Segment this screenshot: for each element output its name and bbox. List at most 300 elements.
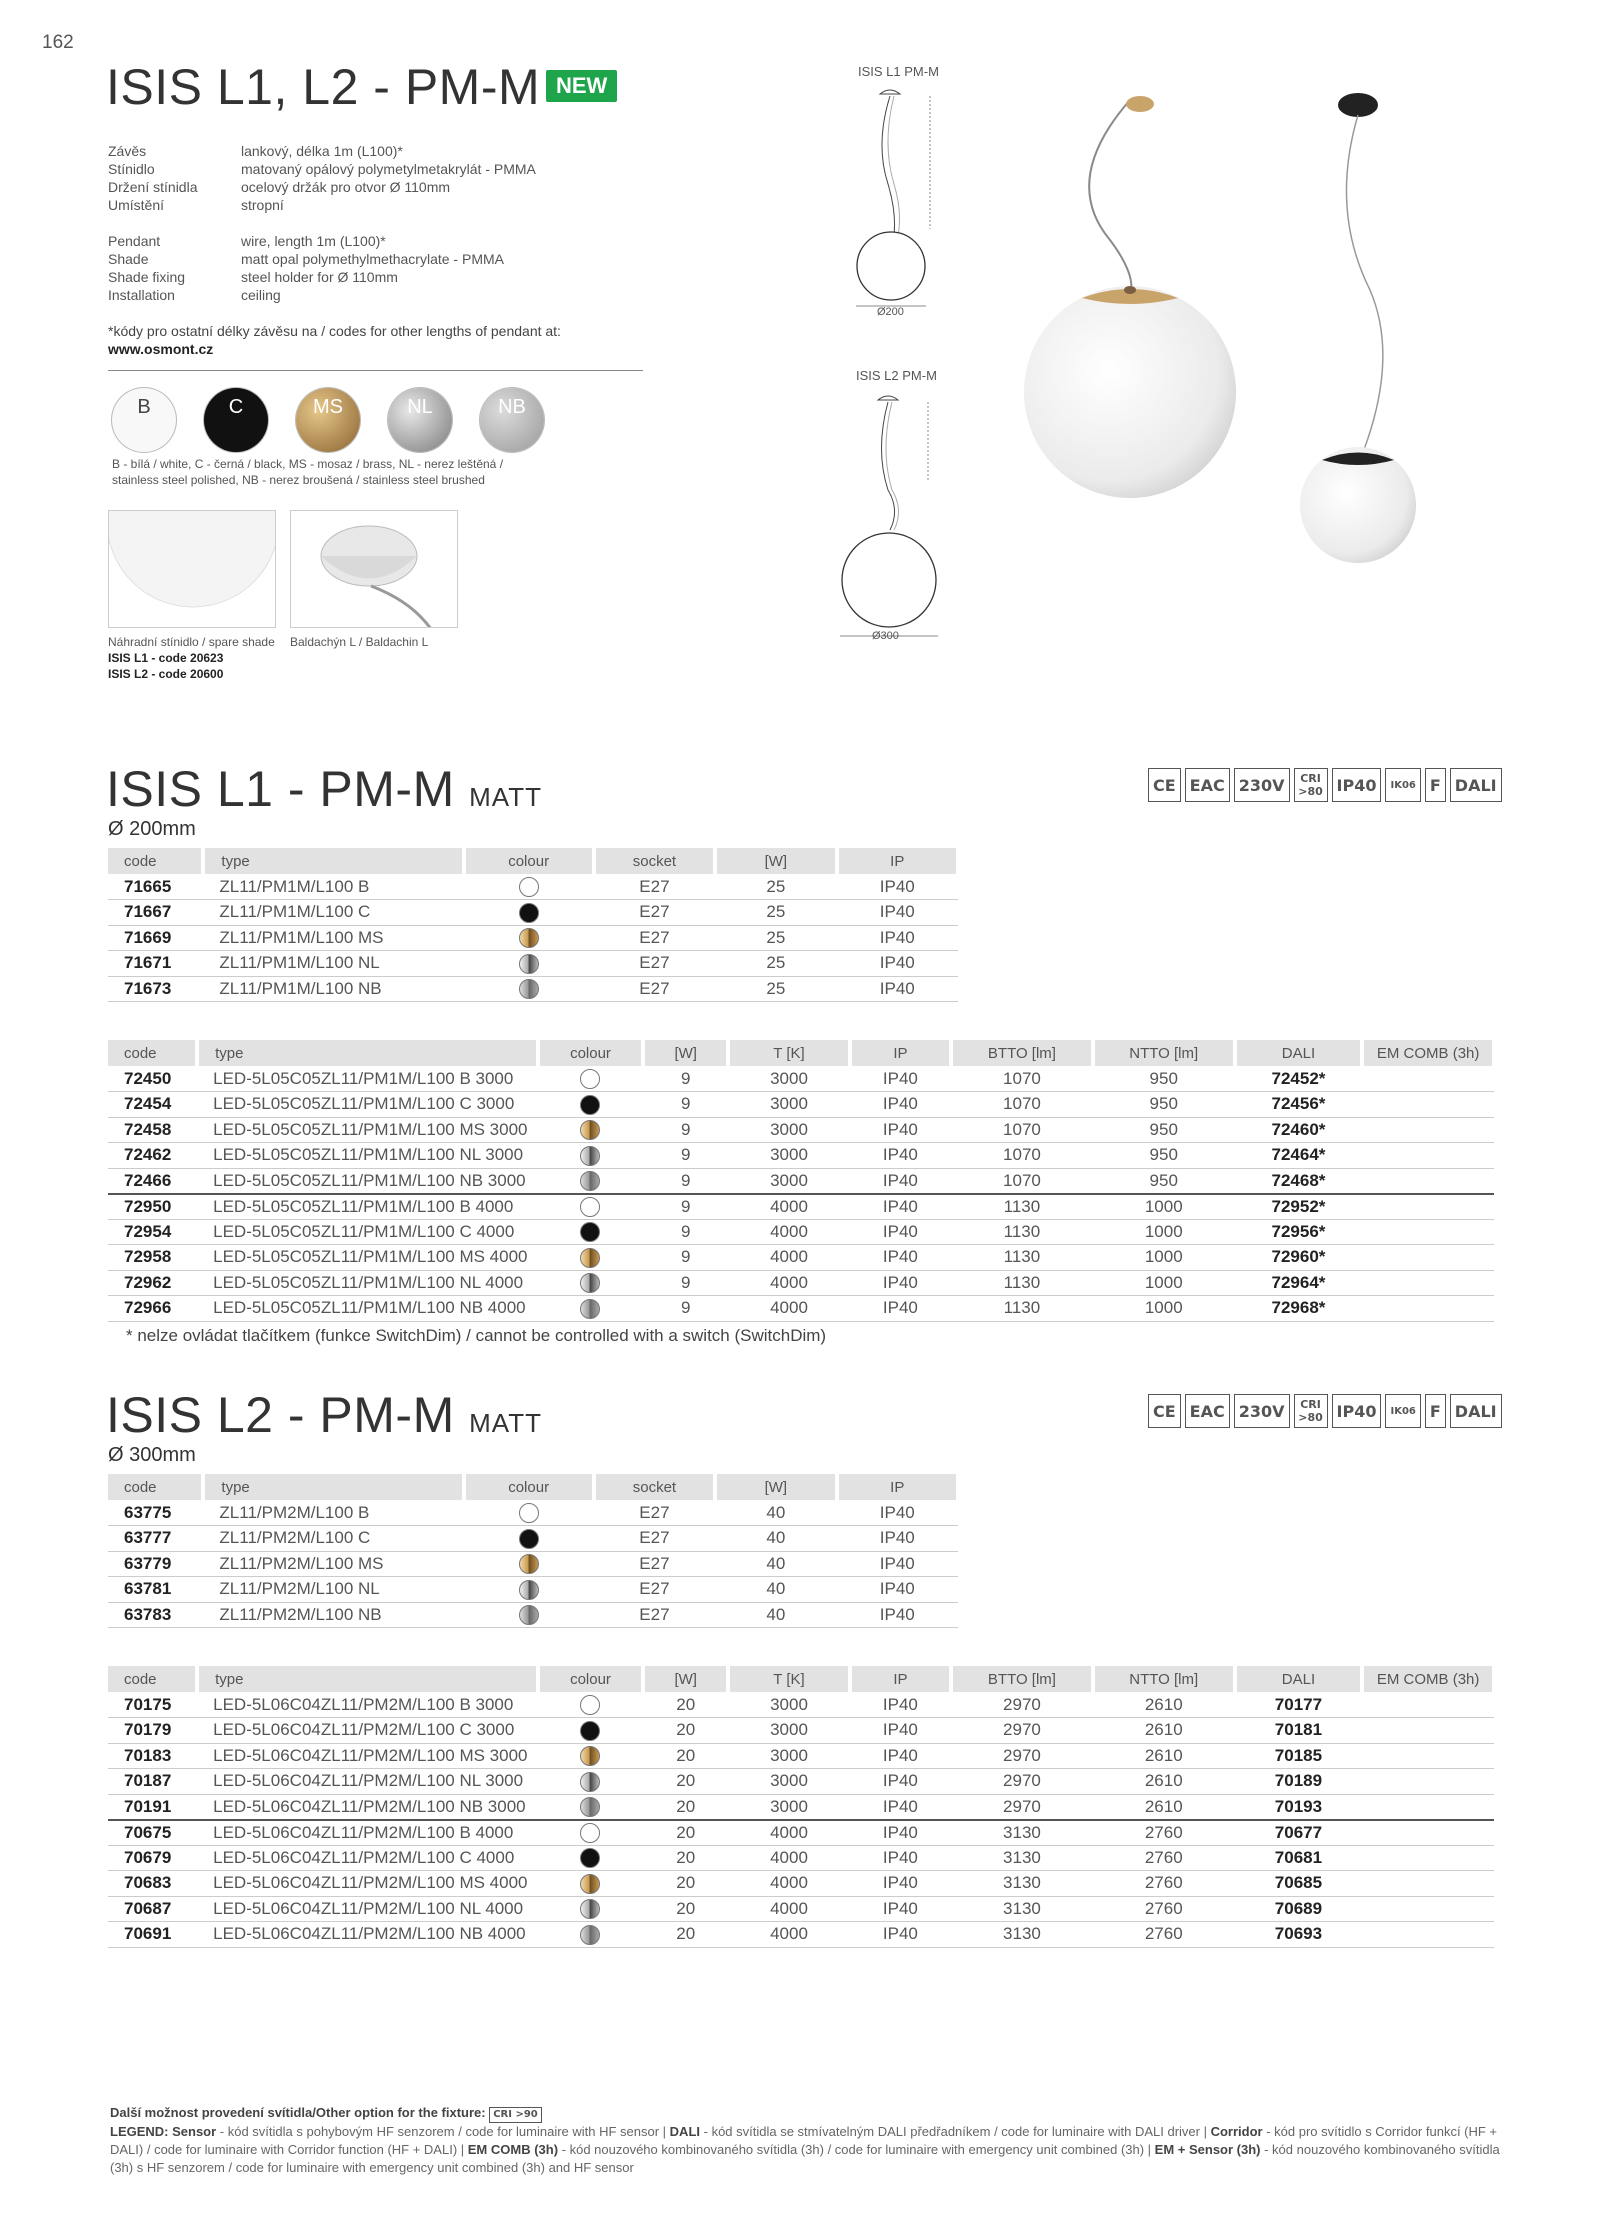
colour-cell xyxy=(538,1845,643,1871)
watt-cell: 20 xyxy=(643,1794,728,1820)
type-cell: LED-5L05C05ZL11/PM1M/L100 NB 3000 xyxy=(197,1168,538,1194)
spec-value: lankový, délka 1m (L100)* xyxy=(241,143,403,159)
temp-cell: 3000 xyxy=(728,1143,850,1169)
cert-ip40-icon: IP40 xyxy=(1332,1394,1382,1428)
code-cell: 63777 xyxy=(108,1526,203,1552)
ntto-cell: 2610 xyxy=(1093,1718,1235,1744)
cert-f-icon: F xyxy=(1425,768,1446,802)
temp-cell: 4000 xyxy=(728,1219,850,1245)
ntto-cell: 1000 xyxy=(1093,1219,1235,1245)
watt-cell: 20 xyxy=(643,1743,728,1769)
em-comb-cell xyxy=(1362,1270,1494,1296)
table-row xyxy=(108,1500,958,1526)
watt-cell: 20 xyxy=(643,1692,728,1718)
table-row xyxy=(108,1896,1494,1922)
colour-cell xyxy=(538,1871,643,1897)
code-cell: 72462 xyxy=(108,1143,197,1169)
column-header: code xyxy=(108,1666,197,1692)
ip-cell: IP40 xyxy=(850,1743,951,1769)
type-cell: LED-5L06C04ZL11/PM2M/L100 B 4000 xyxy=(197,1820,538,1846)
ip-cell: IP40 xyxy=(837,1577,958,1603)
cert-230v-icon: 230V xyxy=(1234,1394,1290,1428)
colour-cell xyxy=(538,1718,643,1744)
ntto-cell: 950 xyxy=(1093,1168,1235,1194)
legend-desc: - kód svítidla se stmívatelným DALI předřadníkem / code for luminaire with DALI driver | xyxy=(700,2123,1211,2139)
legend-text xyxy=(110,2123,1500,2177)
ntto-cell: 2760 xyxy=(1093,1922,1235,1948)
colour-cell xyxy=(538,1692,643,1718)
watt-cell: 20 xyxy=(643,1769,728,1795)
column-header: type xyxy=(197,1040,538,1066)
table-row xyxy=(108,951,958,977)
type-cell: LED-5L05C05ZL11/PM1M/L100 MS 3000 xyxy=(197,1117,538,1143)
em-comb-cell xyxy=(1362,1143,1494,1169)
em-comb-cell xyxy=(1362,1871,1494,1897)
socket-cell: E27 xyxy=(594,1577,715,1603)
column-header: type xyxy=(197,1666,538,1692)
spec-row xyxy=(108,286,504,304)
code-cell: 70191 xyxy=(108,1794,197,1820)
colour-dot-ms-icon xyxy=(580,1120,600,1140)
table-row xyxy=(108,1168,1494,1194)
column-header: [W] xyxy=(643,1040,728,1066)
specs-en xyxy=(108,232,504,304)
btto-cell: 1130 xyxy=(951,1194,1093,1220)
temp-cell: 3000 xyxy=(728,1718,850,1744)
spare-shade-image xyxy=(108,510,276,628)
type-cell: ZL11/PM2M/L100 NB xyxy=(203,1602,463,1628)
dali-cell: 72968* xyxy=(1235,1296,1363,1322)
type-cell: LED-5L05C05ZL11/PM1M/L100 NL 3000 xyxy=(197,1143,538,1169)
ip-cell: IP40 xyxy=(850,1296,951,1322)
colour-dot-nb-icon xyxy=(580,1797,600,1817)
temp-cell: 3000 xyxy=(728,1743,850,1769)
em-comb-cell xyxy=(1362,1194,1494,1220)
swatch-nb: NB xyxy=(480,388,544,452)
colour-cell xyxy=(538,1143,643,1169)
temp-cell: 3000 xyxy=(728,1769,850,1795)
code-cell: 70187 xyxy=(108,1769,197,1795)
colour-cell xyxy=(538,1245,643,1271)
swatch-b: B xyxy=(112,388,176,452)
spec-row xyxy=(108,178,536,196)
ip-cell: IP40 xyxy=(850,1718,951,1744)
cert-ce-icon: CE xyxy=(1148,1394,1181,1428)
watt-cell: 9 xyxy=(643,1194,728,1220)
ntto-cell: 2610 xyxy=(1093,1743,1235,1769)
ntto-cell: 1000 xyxy=(1093,1296,1235,1322)
table-row xyxy=(108,1692,1494,1718)
btto-cell: 1070 xyxy=(951,1117,1093,1143)
column-header: EM COMB (3h) xyxy=(1362,1666,1494,1692)
table-row xyxy=(108,1845,1494,1871)
temp-cell: 3000 xyxy=(728,1168,850,1194)
colour-cell xyxy=(538,1117,643,1143)
l1-section-title xyxy=(106,760,542,818)
dali-cell: 70685 xyxy=(1235,1871,1363,1897)
drawing-l2-dim: Ø300 xyxy=(872,630,899,642)
colour-dot-c-icon xyxy=(580,1095,600,1115)
table-row xyxy=(108,1219,1494,1245)
l1-certifications xyxy=(1148,768,1502,802)
socket-cell: E27 xyxy=(594,1551,715,1577)
drawing-l2-label: ISIS L2 PM-M xyxy=(856,368,937,383)
socket-cell: E27 xyxy=(594,874,715,900)
pendant-note-text: *kódy pro ostatní délky závěsu na / codes for other lengths of pendant at: xyxy=(108,323,561,339)
divider xyxy=(108,370,643,371)
colour-dot-nl-icon xyxy=(580,1146,600,1166)
ntto-cell: 2610 xyxy=(1093,1794,1235,1820)
colour-dot-nl-icon xyxy=(580,1273,600,1293)
type-cell: LED-5L05C05ZL11/PM1M/L100 C 4000 xyxy=(197,1219,538,1245)
legend-other-option: Další možnost provedení svítidla/Other option for the fixture: CRI >90 xyxy=(110,2104,1500,2123)
temp-cell: 4000 xyxy=(728,1871,850,1897)
table-row xyxy=(108,1194,1494,1220)
watt-cell: 25 xyxy=(715,900,836,926)
colour-dot-b-icon xyxy=(580,1823,600,1843)
ip-cell: IP40 xyxy=(850,1219,951,1245)
colour-dot-c-icon xyxy=(580,1848,600,1868)
colour-cell xyxy=(464,900,594,926)
code-cell: 71673 xyxy=(108,976,203,1002)
type-cell: LED-5L05C05ZL11/PM1M/L100 NB 4000 xyxy=(197,1296,538,1322)
colour-dot-b-icon xyxy=(580,1695,600,1715)
watt-cell: 20 xyxy=(643,1845,728,1871)
column-header: IP xyxy=(837,1474,958,1500)
website-link[interactable]: www.osmont.cz xyxy=(108,341,214,357)
watt-cell: 9 xyxy=(643,1117,728,1143)
dali-cell: 72456* xyxy=(1235,1092,1363,1118)
table-row xyxy=(108,1743,1494,1769)
table-row xyxy=(108,1769,1494,1795)
colour-cell xyxy=(538,1270,643,1296)
cert-f-icon: F xyxy=(1425,1394,1446,1428)
table-row xyxy=(108,1066,1494,1092)
type-cell: ZL11/PM1M/L100 B xyxy=(203,874,463,900)
btto-cell: 3130 xyxy=(951,1896,1093,1922)
table-row xyxy=(108,925,958,951)
swatch-c: C xyxy=(204,388,268,452)
colour-cell xyxy=(538,1092,643,1118)
column-header: type xyxy=(203,848,463,874)
em-comb-cell xyxy=(1362,1245,1494,1271)
column-header: colour xyxy=(464,1474,594,1500)
legend-desc: - kód pro svítidlo s Corridor funkcí (HF + DALI) / code for luminaire with Corridor function (HF + DALI) | xyxy=(110,2123,1498,2157)
code-cell: 70183 xyxy=(108,1743,197,1769)
dali-cell: 70177 xyxy=(1235,1692,1363,1718)
colour-dot-nb-icon xyxy=(580,1299,600,1319)
column-header: T [K] xyxy=(728,1666,850,1692)
type-cell: LED-5L06C04ZL11/PM2M/L100 MS 4000 xyxy=(197,1871,538,1897)
colour-dot-c-icon xyxy=(580,1721,600,1741)
colour-cell xyxy=(464,976,594,1002)
colour-cell xyxy=(464,874,594,900)
type-cell: LED-5L06C04ZL11/PM2M/L100 C 4000 xyxy=(197,1845,538,1871)
column-header: colour xyxy=(538,1666,643,1692)
spec-key: Držení stínidla xyxy=(108,179,198,195)
btto-cell: 3130 xyxy=(951,1845,1093,1871)
table-row xyxy=(108,1270,1494,1296)
spec-key: Stínidlo xyxy=(108,161,155,177)
colour-dot-ms-icon xyxy=(519,1554,539,1574)
code-cell: 70179 xyxy=(108,1718,197,1744)
colour-dot-nl-icon xyxy=(519,954,539,974)
code-cell: 72958 xyxy=(108,1245,197,1271)
colour-dot-c-icon xyxy=(580,1222,600,1242)
btto-cell: 2970 xyxy=(951,1769,1093,1795)
ntto-cell: 2760 xyxy=(1093,1871,1235,1897)
dali-cell: 70689 xyxy=(1235,1896,1363,1922)
column-header: socket xyxy=(594,1474,715,1500)
ip-cell: IP40 xyxy=(850,1168,951,1194)
spec-value: wire, length 1m (L100)* xyxy=(241,233,386,249)
btto-cell: 3130 xyxy=(951,1871,1093,1897)
em-comb-cell xyxy=(1362,1092,1494,1118)
dali-cell: 72460* xyxy=(1235,1117,1363,1143)
code-cell: 72954 xyxy=(108,1219,197,1245)
btto-cell: 1070 xyxy=(951,1168,1093,1194)
spec-key: Installation xyxy=(108,287,175,303)
btto-cell: 1130 xyxy=(951,1270,1093,1296)
watt-cell: 40 xyxy=(715,1602,836,1628)
type-cell: ZL11/PM2M/L100 NL xyxy=(203,1577,463,1603)
temp-cell: 4000 xyxy=(728,1922,850,1948)
colour-dot-b-icon xyxy=(519,1503,539,1523)
colour-cell xyxy=(538,1743,643,1769)
ip-cell: IP40 xyxy=(850,1092,951,1118)
code-cell: 70691 xyxy=(108,1922,197,1948)
ntto-cell: 1000 xyxy=(1093,1270,1235,1296)
colour-cell xyxy=(464,1500,594,1526)
dali-cell: 70189 xyxy=(1235,1769,1363,1795)
colour-cell xyxy=(464,951,594,977)
socket-cell: E27 xyxy=(594,976,715,1002)
column-header: colour xyxy=(464,848,594,874)
column-header: [W] xyxy=(715,1474,836,1500)
column-header: type xyxy=(203,1474,463,1500)
colour-dot-b-icon xyxy=(519,877,539,897)
swatch-caption-line-2: stainless steel polished, NB - nerez broušená / stainless steel brushed xyxy=(112,473,485,487)
ip-cell: IP40 xyxy=(850,1194,951,1220)
dali-cell: 70185 xyxy=(1235,1743,1363,1769)
code-cell: 71671 xyxy=(108,951,203,977)
cert-cri-80-icon: CRI >80 xyxy=(1294,768,1328,802)
colour-dot-nb-icon xyxy=(519,979,539,999)
cert-eac-icon: EAC xyxy=(1185,768,1230,802)
column-header: colour xyxy=(538,1040,643,1066)
watt-cell: 25 xyxy=(715,925,836,951)
spec-key: Shade fixing xyxy=(108,269,186,285)
dali-cell: 72964* xyxy=(1235,1270,1363,1296)
dali-cell: 72952* xyxy=(1235,1194,1363,1220)
ip-cell: IP40 xyxy=(837,951,958,977)
ip-cell: IP40 xyxy=(850,1896,951,1922)
column-header: NTTO [lm] xyxy=(1093,1040,1235,1066)
table-row xyxy=(108,1526,958,1552)
type-cell: LED-5L05C05ZL11/PM1M/L100 B 3000 xyxy=(197,1066,538,1092)
column-header: T [K] xyxy=(728,1040,850,1066)
spec-value: steel holder for Ø 110mm xyxy=(241,269,398,285)
dali-cell: 70693 xyxy=(1235,1922,1363,1948)
l1-title-suffix: MATT xyxy=(469,782,542,812)
btto-cell: 3130 xyxy=(951,1820,1093,1846)
table-row xyxy=(108,1794,1494,1820)
swatch-nl: NL xyxy=(388,388,452,452)
type-cell: LED-5L06C04ZL11/PM2M/L100 NB 4000 xyxy=(197,1922,538,1948)
page-title: ISIS L1, L2 - PM-M xyxy=(106,59,541,115)
spare-shade-label: Náhradní stínidlo / spare shade xyxy=(108,635,275,649)
spec-value: stropní xyxy=(241,197,284,213)
drawing-l1-label: ISIS L1 PM-M xyxy=(858,64,939,79)
legend-desc: - kód nouzového kombinovaného svítidla (3h) s HF senzorem / code for luminaire with emergency unit combined (3h) and HF sensor xyxy=(110,2141,1500,2175)
column-header: code xyxy=(108,848,203,874)
dali-cell: 72452* xyxy=(1235,1066,1363,1092)
watt-cell: 25 xyxy=(715,976,836,1002)
ntto-cell: 950 xyxy=(1093,1092,1235,1118)
baldachin-image xyxy=(290,510,458,628)
watt-cell: 40 xyxy=(715,1551,836,1577)
code-cell: 72454 xyxy=(108,1092,197,1118)
ntto-cell: 2760 xyxy=(1093,1845,1235,1871)
spec-value: ocelový držák pro otvor Ø 110mm xyxy=(241,179,451,195)
temp-cell: 3000 xyxy=(728,1794,850,1820)
table-row xyxy=(108,900,958,926)
cert-dali-icon: DALI xyxy=(1450,1394,1502,1428)
cert-dali-icon: DALI xyxy=(1450,768,1502,802)
type-cell: LED-5L06C04ZL11/PM2M/L100 NL 3000 xyxy=(197,1769,538,1795)
code-cell: 72466 xyxy=(108,1168,197,1194)
spec-row xyxy=(108,160,536,178)
watt-cell: 40 xyxy=(715,1500,836,1526)
column-header: code xyxy=(108,1474,203,1500)
em-comb-cell xyxy=(1362,1219,1494,1245)
cert-230v-icon: 230V xyxy=(1234,768,1290,802)
watt-cell: 20 xyxy=(643,1871,728,1897)
cert-ik06-icon: IK06 xyxy=(1385,768,1420,802)
colour-cell xyxy=(538,1769,643,1795)
colour-cell xyxy=(538,1296,643,1322)
em-comb-cell xyxy=(1362,1718,1494,1744)
code-cell: 70687 xyxy=(108,1896,197,1922)
spare-shade-caption xyxy=(108,634,275,682)
ntto-cell: 2760 xyxy=(1093,1820,1235,1846)
colour-dot-ms-icon xyxy=(580,1248,600,1268)
cert-ik06-icon: IK06 xyxy=(1385,1394,1420,1428)
type-cell: ZL11/PM1M/L100 NL xyxy=(203,951,463,977)
l2-title: ISIS L2 - PM-M xyxy=(106,1387,455,1443)
ip-cell: IP40 xyxy=(850,1270,951,1296)
code-cell: 71665 xyxy=(108,874,203,900)
type-cell: ZL11/PM1M/L100 C xyxy=(203,900,463,926)
colour-cell xyxy=(538,1219,643,1245)
table-row xyxy=(108,1143,1494,1169)
temp-cell: 3000 xyxy=(728,1117,850,1143)
l1-footnote: * nelze ovládat tlačítkem (funkce SwitchDim) / cannot be controlled with a switch (SwitchDim) xyxy=(126,1326,827,1345)
ip-cell: IP40 xyxy=(837,1500,958,1526)
colour-cell xyxy=(464,925,594,951)
socket-cell: E27 xyxy=(594,1602,715,1628)
l2-certifications xyxy=(1148,1394,1502,1428)
watt-cell: 9 xyxy=(643,1168,728,1194)
em-comb-cell xyxy=(1362,1794,1494,1820)
code-cell: 63779 xyxy=(108,1551,203,1577)
temp-cell: 4000 xyxy=(728,1820,850,1846)
watt-cell: 40 xyxy=(715,1526,836,1552)
ip-cell: IP40 xyxy=(837,874,958,900)
l2-led-table xyxy=(108,1666,1496,1948)
btto-cell: 1070 xyxy=(951,1066,1093,1092)
spare-shade-l2: ISIS L2 - code 20600 xyxy=(108,667,224,681)
ip-cell: IP40 xyxy=(837,976,958,1002)
ip-cell: IP40 xyxy=(837,925,958,951)
ip-cell: IP40 xyxy=(837,1526,958,1552)
column-header: [W] xyxy=(643,1666,728,1692)
type-cell: LED-5L06C04ZL11/PM2M/L100 NL 4000 xyxy=(197,1896,538,1922)
type-cell: ZL11/PM1M/L100 MS xyxy=(203,925,463,951)
table-row xyxy=(108,1296,1494,1322)
drawing-l1 xyxy=(840,84,960,324)
em-comb-cell xyxy=(1362,1896,1494,1922)
ip-cell: IP40 xyxy=(850,1692,951,1718)
ip-cell: IP40 xyxy=(850,1922,951,1948)
watt-cell: 25 xyxy=(715,951,836,977)
colour-cell xyxy=(538,1794,643,1820)
watt-cell: 9 xyxy=(643,1092,728,1118)
code-cell: 71667 xyxy=(108,900,203,926)
ip-cell: IP40 xyxy=(850,1117,951,1143)
em-comb-cell xyxy=(1362,1066,1494,1092)
ip-cell: IP40 xyxy=(837,900,958,926)
spec-row xyxy=(108,268,504,286)
code-cell: 72962 xyxy=(108,1270,197,1296)
watt-cell: 9 xyxy=(643,1219,728,1245)
code-cell: 72458 xyxy=(108,1117,197,1143)
btto-cell: 2970 xyxy=(951,1692,1093,1718)
socket-cell: E27 xyxy=(594,900,715,926)
socket-cell: E27 xyxy=(594,1500,715,1526)
colour-cell xyxy=(538,1922,643,1948)
dali-cell: 70193 xyxy=(1235,1794,1363,1820)
column-header: BTTO [lm] xyxy=(951,1666,1093,1692)
code-cell: 70683 xyxy=(108,1871,197,1897)
code-cell: 70679 xyxy=(108,1845,197,1871)
socket-cell: E27 xyxy=(594,925,715,951)
colour-dot-nl-icon xyxy=(519,1580,539,1600)
colour-dot-b-icon xyxy=(580,1197,600,1217)
legend-desc: - kód svítidla s pohybovým HF senzorem / code for luminaire with HF sensor | xyxy=(216,2123,670,2139)
dali-cell: 72956* xyxy=(1235,1219,1363,1245)
colour-dot-c-icon xyxy=(519,1529,539,1549)
drawing-l2 xyxy=(830,390,970,640)
ntto-cell: 1000 xyxy=(1093,1194,1235,1220)
em-comb-cell xyxy=(1362,1743,1494,1769)
column-header: socket xyxy=(594,848,715,874)
socket-cell: E27 xyxy=(594,951,715,977)
legend-term: LEGEND: Sensor xyxy=(110,2123,217,2139)
watt-cell: 9 xyxy=(643,1143,728,1169)
column-header: NTTO [lm] xyxy=(1093,1666,1235,1692)
temp-cell: 4000 xyxy=(728,1845,850,1871)
colour-dot-nb-icon xyxy=(580,1171,600,1191)
column-header: EM COMB (3h) xyxy=(1362,1040,1494,1066)
code-cell: 72450 xyxy=(108,1066,197,1092)
colour-cell xyxy=(464,1551,594,1577)
type-cell: LED-5L05C05ZL11/PM1M/L100 NL 4000 xyxy=(197,1270,538,1296)
type-cell: LED-5L05C05ZL11/PM1M/L100 C 3000 xyxy=(197,1092,538,1118)
baldachin-caption: Baldachýn L / Baldachin L xyxy=(290,635,429,649)
table-row xyxy=(108,1245,1494,1271)
swatch-caption xyxy=(112,456,503,488)
